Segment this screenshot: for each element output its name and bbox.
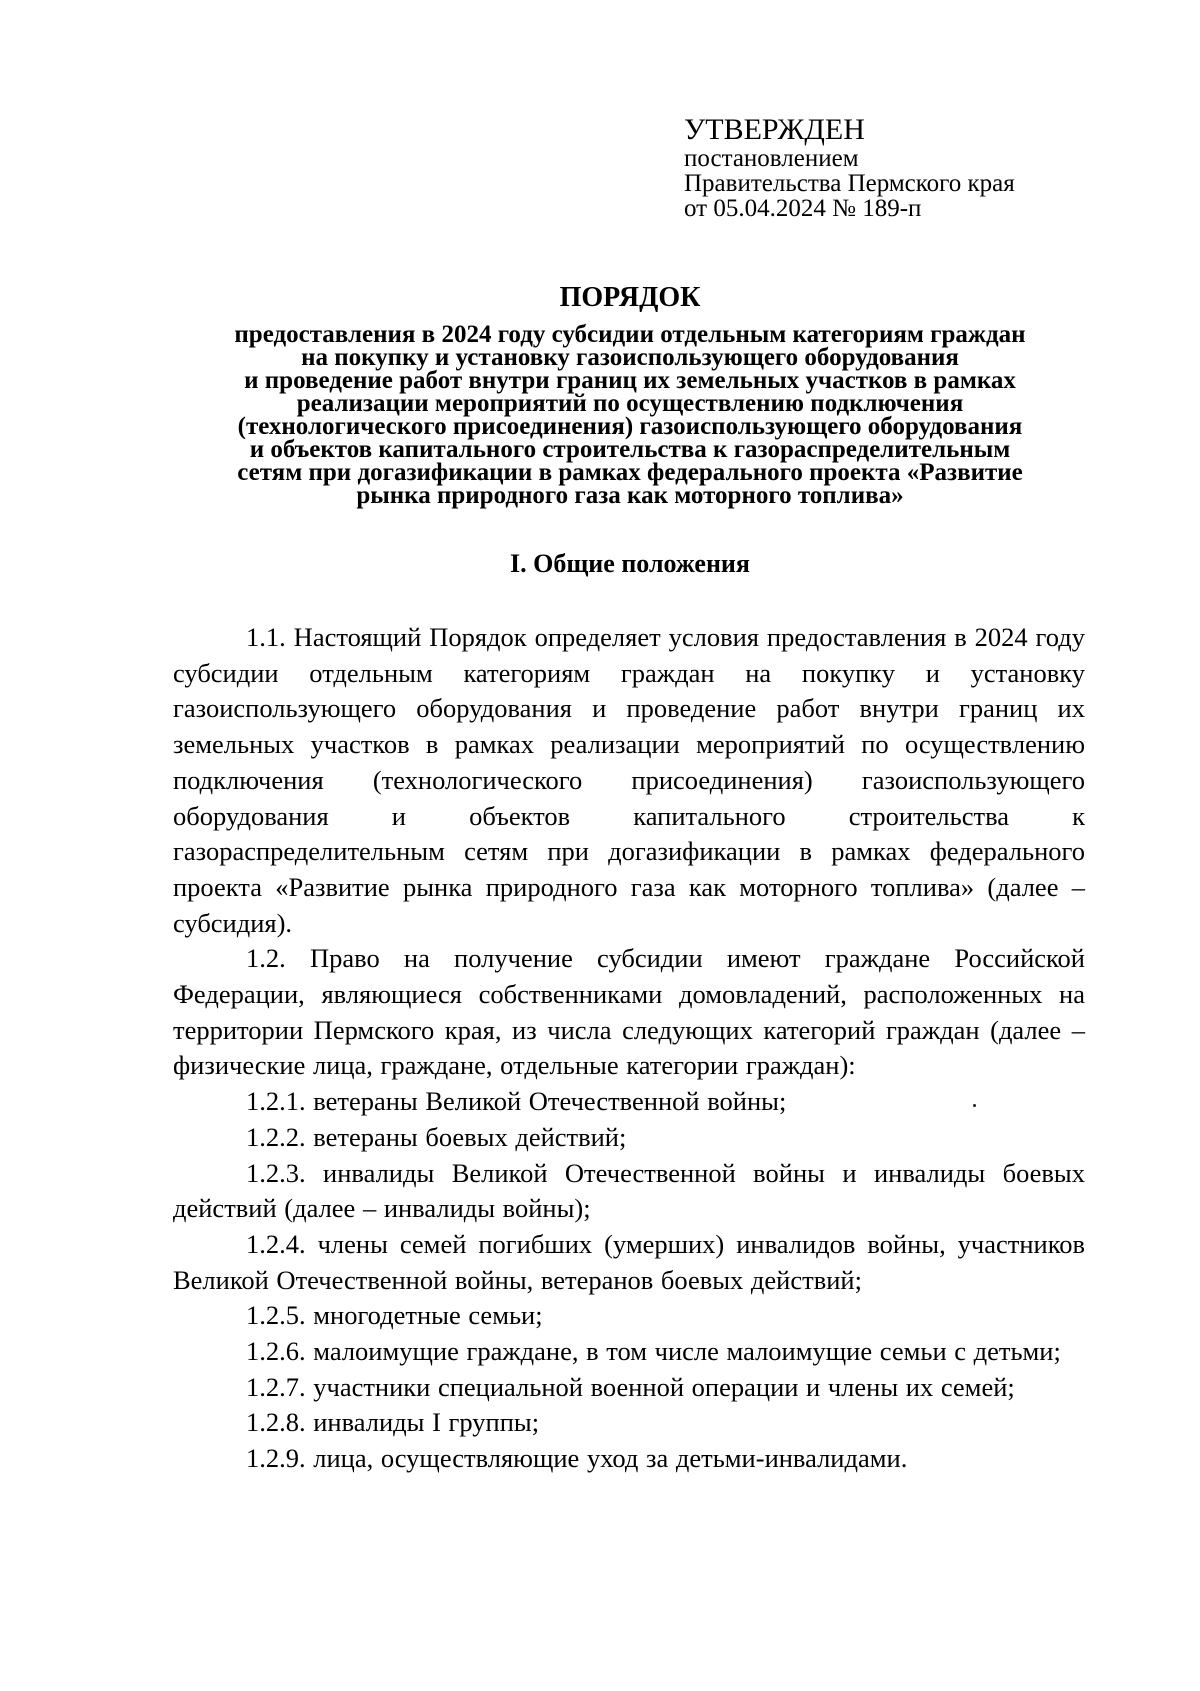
paragraph-1-2: 1.2. Право на получение субсидии имеют граждане Российской Федерации, являющиеся собственниками домовладений, расположенных на территории Пермского края, из числа следующих категорий граждан (далее – физические лица, граждане, отдельные категории граждан): (173, 943, 1085, 1081)
approval-stamp: УТВЕРЖДЕН (684, 113, 865, 146)
section-heading: I. Общие положения (510, 549, 750, 578)
list-item-1-2-6: 1.2.6. малоимущие граждане, в том числе малоимущие семьи с детьми; (246, 1336, 1061, 1367)
subtitle-line: предоставления в 2024 году субсидии отдельным категориям граждан (234, 321, 1026, 348)
subtitle-line: реализации мероприятий по осуществлению подключения (296, 390, 964, 417)
list-item-1-2-4: 1.2.4. члены семей погибших (умерших) инвалидов войны, участников Великой Отечественной войны, ветеранов боевых действий; (173, 1228, 1085, 1295)
document-subtitle (150, 323, 1110, 507)
subtitle-line: сетям при догазификации в рамках федерального проекта «Развитие (237, 459, 1023, 486)
subtitle-line: рынка природного газа как моторного топлива» (356, 482, 904, 509)
approval-line-2: Правительства Пермского края (684, 170, 1015, 197)
scan-speck (973, 1104, 976, 1107)
approval-line-1: постановлением (684, 145, 859, 172)
subtitle-line: (технологического присоединения) газоиспользующего оборудования (237, 413, 1023, 440)
list-item-1-2-1: 1.2.1. ветераны Великой Отечественной войны; (246, 1086, 787, 1117)
paragraph-1-1: 1.1. Настоящий Порядок определяет условия предоставления в 2024 году субсидии отдельным категориям граждан на покупку и установку газоиспользующего оборудования и проведение работ внутри границ их земельных участков в рамках реализации мероприятий по осуществлению подключения (технологического присоединения) газоиспользующего оборудования и объектов капитального строительства к газораспределительным сетям при догазификации в рамках федерального проекта «Развитие рынка природного газа как моторного топлива» (далее – субсидия). (173, 622, 1085, 938)
subtitle-line: на покупку и установку газоиспользующего оборудования (301, 344, 959, 371)
approval-line-3: от 05.04.2024 № 189-п (684, 195, 922, 222)
subtitle-line: и проведение работ внутри границ их земельных участков в рамках (244, 367, 1016, 394)
document-title: ПОРЯДОК (559, 282, 701, 313)
document-body (173, 620, 1085, 1477)
list-item-1-2-9: 1.2.9. лица, осуществляющие уход за детьми-инвалидами. (246, 1443, 908, 1474)
subtitle-line: и объектов капитального строительства к газораспределительным (249, 436, 1011, 463)
approval-block (684, 114, 1184, 221)
list-item-1-2-2: 1.2.2. ветераны боевых действий; (246, 1121, 627, 1152)
list-item-1-2-8: 1.2.8. инвалиды I группы; (246, 1407, 540, 1438)
list-item-1-2-5: 1.2.5. многодетные семьи; (246, 1300, 543, 1331)
list-item-1-2-7: 1.2.7. участники специальной военной операции и члены их семей; (246, 1371, 1015, 1402)
list-item-1-2-3: 1.2.3. инвалиды Великой Отечественной войны и инвалиды боевых действий (далее – инвалиды войны); (173, 1157, 1085, 1224)
